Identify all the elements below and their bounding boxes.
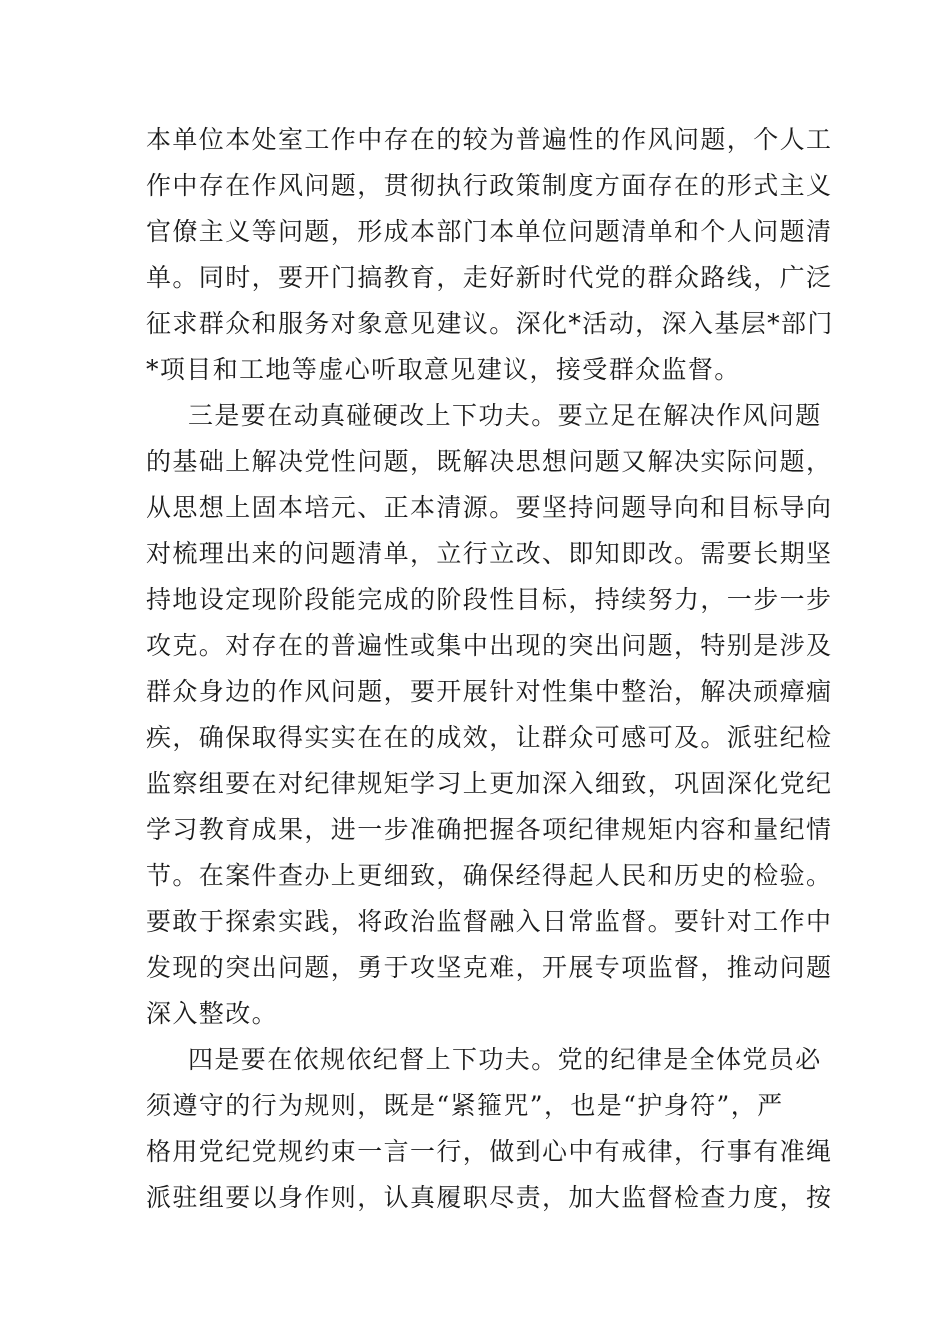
text-line: 深入整改。	[146, 999, 279, 1028]
text-line-first: 三是要在动真碰硬改上下功夫。要立足在解决作风问题	[188, 401, 822, 430]
paragraph-four	[146, 1037, 833, 1221]
text-line: 作中存在作风问题，贯彻执行政策制度方面存在的形式主义	[146, 171, 833, 200]
text-line: 派驻组要以身作则，认真履职尽责，加大监督检查力度，按	[146, 1183, 833, 1212]
text-line: 持地设定现阶段能完成的阶段性目标，持续努力，一步一步	[146, 585, 833, 614]
text-line: 须遵守的行为规则，既是“紧箍咒”，也是“护身符”，严	[146, 1091, 784, 1120]
paragraph-continuation	[146, 117, 834, 393]
text-line: 本单位本处室工作中存在的较为普遍性的作风问题，个人工	[146, 125, 833, 154]
text-line: 的基础上解决党性问题，既解决思想问题又解决实际问题，	[146, 447, 833, 476]
document-body	[146, 117, 834, 1221]
text-line: 疾，确保取得实实在在的成效，让群众可感可及。派驻纪检	[146, 723, 833, 752]
paragraph-three	[146, 393, 833, 1037]
text-line: 从思想上固本培元、正本清源。要坚持问题导向和目标导向	[146, 493, 833, 522]
text-line-first: 四是要在依规依纪督上下功夫。党的纪律是全体党员必	[188, 1045, 822, 1074]
text-line: 监察组要在对纪律规矩学习上更加深入细致，巩固深化党纪	[146, 769, 833, 798]
text-line: 攻克。对存在的普遍性或集中出现的突出问题，特别是涉及	[146, 631, 833, 660]
text-line: 格用党纪党规约束一言一行，做到心中有戒律，行事有准绳	[146, 1137, 833, 1166]
text-line: 节。在案件查办上更细致，确保经得起人民和历史的检验。	[146, 861, 833, 890]
text-line: 群众身边的作风问题，要开展针对性集中整治，解决顽瘴痼	[146, 677, 833, 706]
text-line: 单。同时，要开门搞教育，走好新时代党的群众路线，广泛	[146, 263, 833, 292]
text-line: 对梳理出来的问题清单，立行立改、即知即改。需要长期坚	[146, 539, 833, 568]
text-line: 要敢于探索实践，将政治监督融入日常监督。要针对工作中	[146, 907, 833, 936]
text-line: 发现的突出问题，勇于攻坚克难，开展专项监督，推动问题	[146, 953, 833, 982]
text-line: 官僚主义等问题，形成本部门本单位问题清单和个人问题清	[146, 217, 833, 246]
text-line: *项目和工地等虚心听取意见建议，接受群众监督。	[146, 355, 741, 384]
text-line: 征求群众和服务对象意见建议。深化*活动，深入基层*部门	[146, 309, 834, 338]
text-line: 学习教育成果，进一步准确把握各项纪律规矩内容和量纪情	[146, 815, 833, 844]
